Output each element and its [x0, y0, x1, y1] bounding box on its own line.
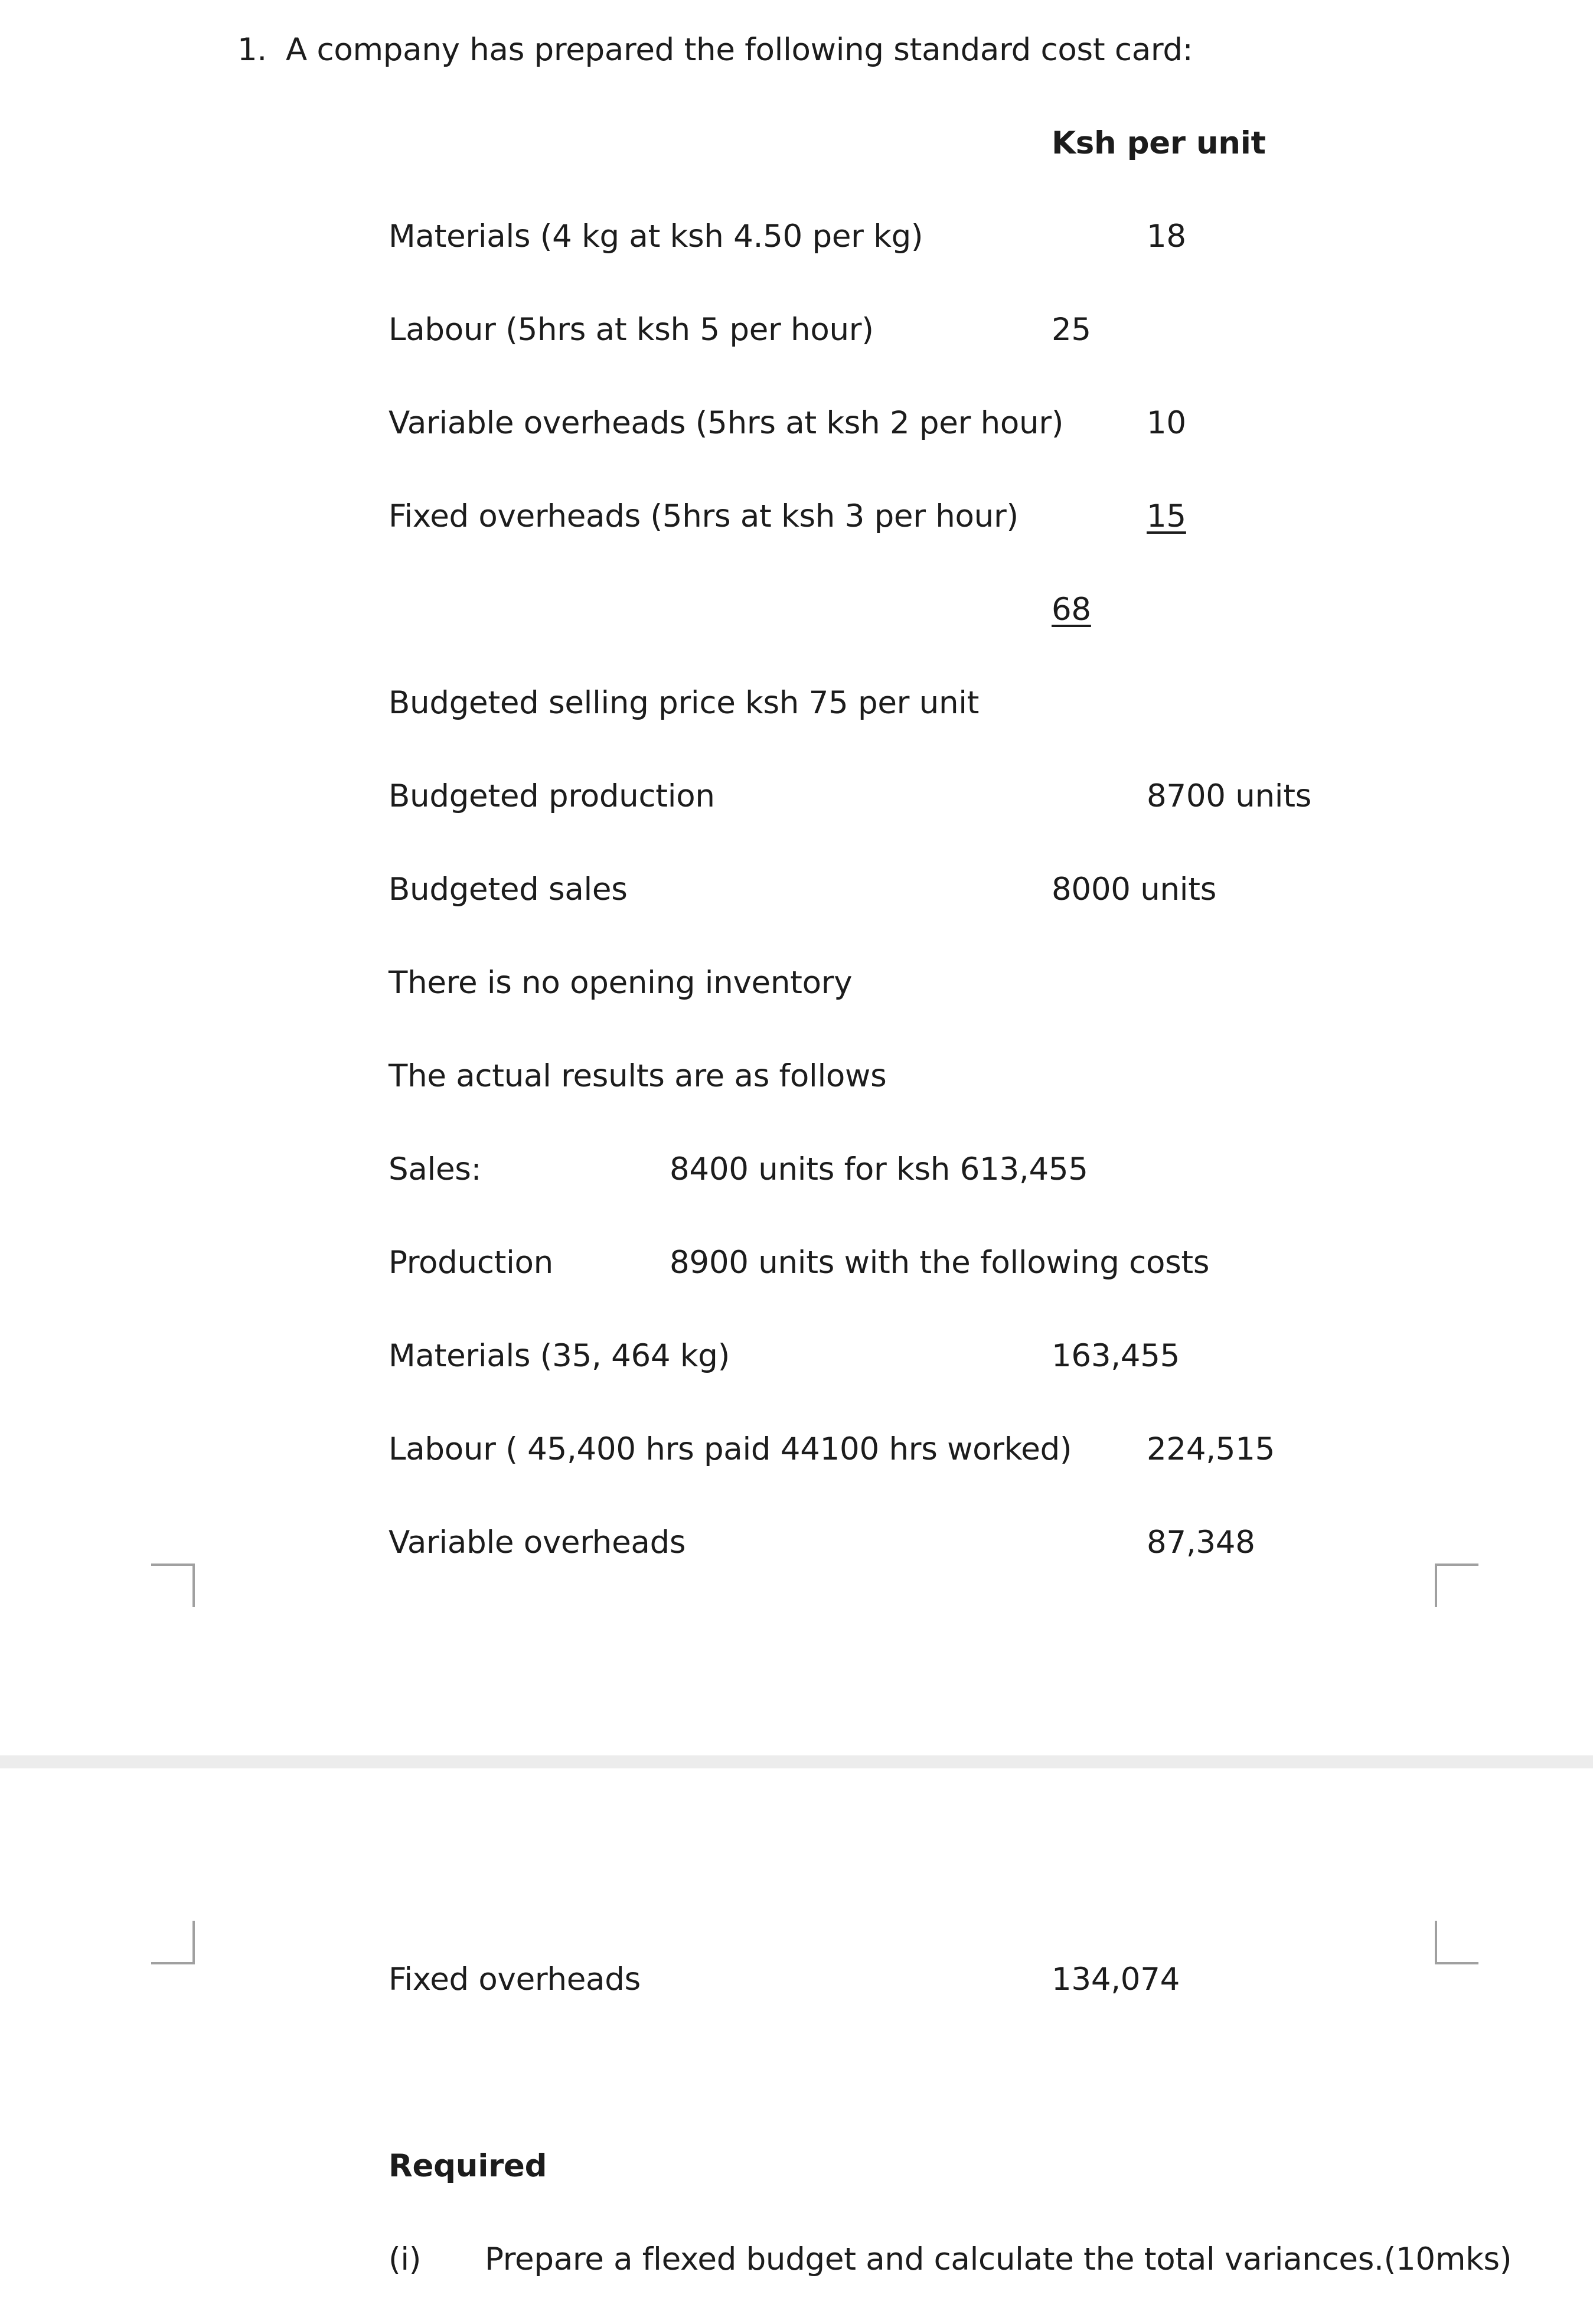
budgeted-sales-value: 8000 units [1052, 872, 1217, 908]
budgeted-sales-label: Budgeted sales [389, 872, 628, 908]
actual-sales-label: Sales: [389, 1151, 482, 1187]
actual-variable-overheads-label: Variable overheads [389, 1525, 686, 1561]
actual-production-label: Production [389, 1245, 553, 1281]
actual-materials-label: Materials (35, 464 kg) [389, 1338, 730, 1374]
actual-variable-overheads-value: 87,348 [1147, 1525, 1255, 1561]
page-corner-mark [1435, 1564, 1478, 1607]
std-total-value: 68 [1052, 592, 1091, 628]
std-variable-overheads-label: Variable overheads (5hrs at ksh 2 per hour) [389, 405, 1064, 441]
std-materials-value: 18 [1147, 218, 1186, 254]
budgeted-production-label: Budgeted production [389, 778, 715, 814]
required-item-number: (i) [389, 2241, 422, 2277]
page-corner-mark [1435, 1921, 1478, 1964]
page-break [0, 1755, 1593, 1768]
budgeted-production-value: 8700 units [1147, 778, 1312, 814]
actual-labour-label: Labour ( 45,400 hrs paid 44100 hrs worked) [389, 1431, 1072, 1467]
actual-fixed-overheads-value: 134,074 [1052, 1961, 1180, 1997]
actual-labour-value: 224,515 [1147, 1431, 1275, 1467]
std-variable-overheads-value: 10 [1147, 405, 1186, 441]
std-fixed-overheads-label: Fixed overheads (5hrs at ksh 3 per hour) [389, 498, 1019, 534]
no-opening-inventory: There is no opening inventory [389, 965, 853, 1001]
page-corner-mark [151, 1921, 195, 1964]
std-labour-value: 25 [1052, 312, 1091, 348]
std-fixed-overheads-value: 15 [1147, 498, 1186, 534]
cost-card-header: Ksh per unit [1052, 125, 1266, 161]
actual-sales-value: 8400 units for ksh 613,455 [670, 1151, 1088, 1187]
question-number: 1. [237, 32, 267, 68]
std-labour-label: Labour (5hrs at ksh 5 per hour) [389, 312, 874, 348]
actual-fixed-overheads-label: Fixed overheads [389, 1961, 641, 1997]
page-corner-mark [151, 1564, 195, 1607]
question-text: A company has prepared the following standard cost card: [286, 32, 1193, 68]
actual-production-value: 8900 units with the following costs [670, 1245, 1210, 1281]
actual-results-intro: The actual results are as follows [389, 1058, 887, 1094]
actual-materials-value: 163,455 [1052, 1338, 1180, 1374]
required-item-text: Prepare a flexed budget and calculate the total variances.(10mks) [485, 2241, 1512, 2277]
budgeted-selling-price: Budgeted selling price ksh 75 per unit [389, 685, 980, 721]
required-heading: Required [389, 2148, 547, 2184]
std-materials-label: Materials (4 kg at ksh 4.50 per kg) [389, 218, 923, 254]
